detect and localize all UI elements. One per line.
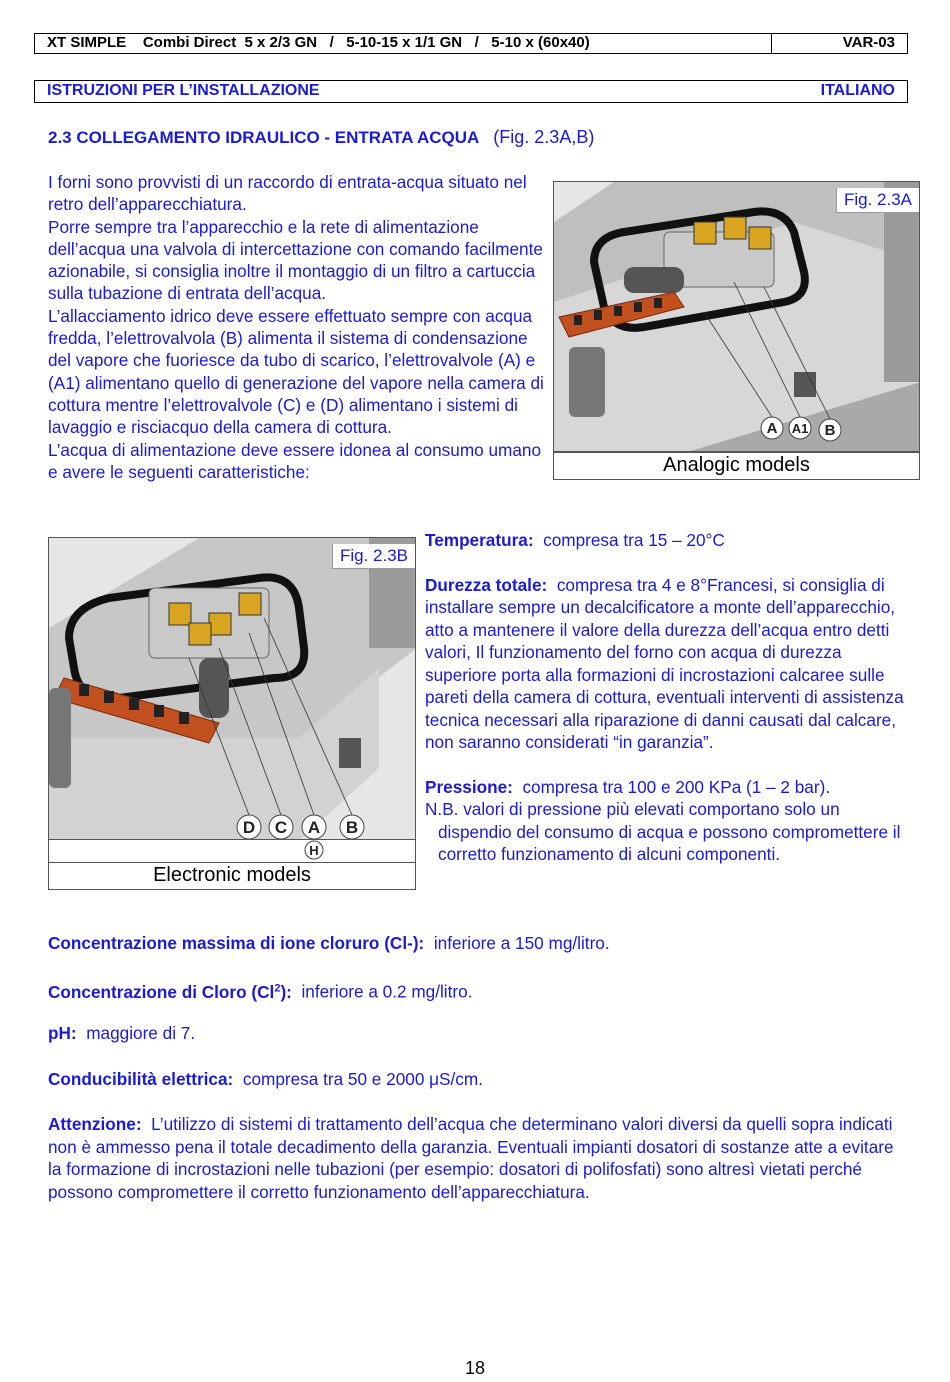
spec-cloruro (48, 932, 908, 955)
warning-note (48, 1113, 898, 1203)
caption-electronic: Electronic models (48, 862, 416, 890)
callout-a1: A1 (791, 421, 809, 436)
figure-2-3b (48, 537, 416, 840)
spec-value: compresa tra 100 e 200 KPa (1 – 2 bar). (522, 776, 831, 797)
spec-label-post: ): (280, 981, 292, 1002)
callout-b: B (345, 818, 359, 837)
spec-value: inferiore a 0.2 mg/litro. (301, 981, 473, 1002)
document-header (34, 33, 908, 54)
intro-paragraph: I forni sono provvisti di un raccordo di entrata-acqua situato nel retro dell’apparecchiatura. (48, 172, 527, 215)
spec-label (48, 982, 292, 1002)
spec-durezza (425, 574, 915, 754)
figure-2-3b-footer (48, 840, 416, 862)
section-title-text: 2.3 COLLEGAMENTO IDRAULICO - ENTRATA ACQUA (48, 128, 480, 147)
spec-label: pH: (48, 1023, 77, 1043)
callout-c: C (274, 818, 288, 837)
water-specs (425, 529, 915, 866)
spec-value: maggiore di 7. (86, 1023, 196, 1043)
figure-label-a: Fig. 2.3A (836, 188, 919, 213)
warning-label: Attenzione: (48, 1114, 142, 1134)
figure-reference: (Fig. 2.3A,B) (493, 127, 595, 147)
sub-callout-graphic (49, 840, 417, 862)
spec-value: compresa tra 50 e 2000 μS/cm. (242, 1069, 483, 1089)
figure-label-b: Fig. 2.3B (332, 544, 415, 569)
spec-note-rest: dispendio del consumo di acqua e possono compromettere il corretto funzionamento di alcuni componenti. (438, 821, 901, 864)
callout-h: H (309, 843, 319, 858)
section-title (48, 127, 594, 148)
version-code: VAR-03 (842, 34, 895, 51)
figure-2-3a (553, 181, 920, 452)
spec-temperatura (425, 529, 915, 552)
spec-value: compresa tra 4 e 8°Francesi, si consiglia di installare sempre un decalcificatore a monte dell’apparecchio, atto a mantenere il valore della durezza dell’acqua entro detti valori, Il funzionamento del forno con acqua di durezza superiore porta alla formazioni di incrostazioni calcaree sulle pareti della camera di cottura, eventuali interventi di assistenza tecnica necessari alla riparazione di danni causati dal calcare, non saranno considerati “in garanzia”. (425, 574, 904, 752)
product-line: XT SIMPLE Combi Direct 5 x 2/3 GN / 5-10-15 x 1/1 GN / 5-10 x (60x40) (47, 34, 590, 51)
intro-text (48, 171, 548, 483)
section-header (34, 80, 908, 103)
spec-pressione (425, 776, 915, 799)
intro-paragraph: L’allacciamento idrico deve essere effettuato sempre con acqua fredda, l’elettrovalvola (B) alimenta il sistema di condensazione del vapore che fuoriesce da tubo di scarico, l’elettrovalvole (A) e (A1) alimentano quello di generazione del vapore nella camera di cottura mentre l’elettrovalvole (C) e (D) alimentano i sistemi di lavaggio e risciacquo della camera di cottura. (48, 305, 544, 438)
warning-text: L’utilizzo di sistemi di trattamento dell’acqua che determinano valori diversi da quelli sopra indicati non è ammesso pena il totale decadimento della garanzia. Eventuali impianti dosatori di sostanze atte a evitare la formazione di incrostazioni nelle tubazioni (per esempio: dosatori di polifosfati) sono altresì vietati perché possono compromettere il corretto funzionamento dell’apparecchiatura. (48, 1114, 894, 1202)
callout-b: B (824, 422, 836, 439)
spec-ph (48, 1022, 908, 1045)
spec-cloro (48, 977, 908, 1003)
caption-analogic: Analogic models (553, 452, 920, 480)
spec-conducibilita (48, 1068, 908, 1091)
page-number: 18 (464, 1358, 486, 1378)
callout-d: D (242, 818, 256, 837)
spec-note-first: N.B. valori di pressione più elevati comportano solo un (425, 799, 840, 819)
valve-assembly-illustration-a (554, 182, 920, 452)
spec-label: Durezza totale: (425, 574, 548, 595)
spec-label-sup: 2 (274, 982, 281, 994)
language-label: ITALIANO (820, 82, 895, 99)
spec-label-pre: Concentrazione di Cloro (Cl (48, 981, 275, 1002)
spec-value: compresa tra 15 – 20°C (543, 530, 725, 550)
section-name: ISTRUZIONI PER L’INSTALLAZIONE (47, 82, 320, 99)
intro-paragraph: Porre sempre tra l’apparecchio e la rete di alimentazione dell’acqua una valvola di intercettazione con comando facilmente azionabile, si consiglia inoltre il montaggio di un filtro a cartuccia sulla tubazione di entrata dell’acqua. (48, 216, 543, 304)
callout-a: A (766, 420, 778, 437)
spec-value: inferiore a 150 mg/litro. (433, 933, 610, 953)
callout-a: A (307, 818, 321, 837)
spec-label: Pressione: (425, 776, 513, 797)
spec-label: Conducibilità elettrica: (48, 1069, 234, 1089)
intro-paragraph: L’acqua di alimentazione deve essere idonea al consumo umano e avere le seguenti caratteristiche: (48, 439, 542, 482)
spec-label: Concentrazione massima di ione cloruro (Cl-): (48, 933, 425, 953)
header-divider (771, 33, 772, 54)
spec-label: Temperatura: (425, 530, 534, 550)
valve-assembly-illustration-b (49, 538, 416, 840)
